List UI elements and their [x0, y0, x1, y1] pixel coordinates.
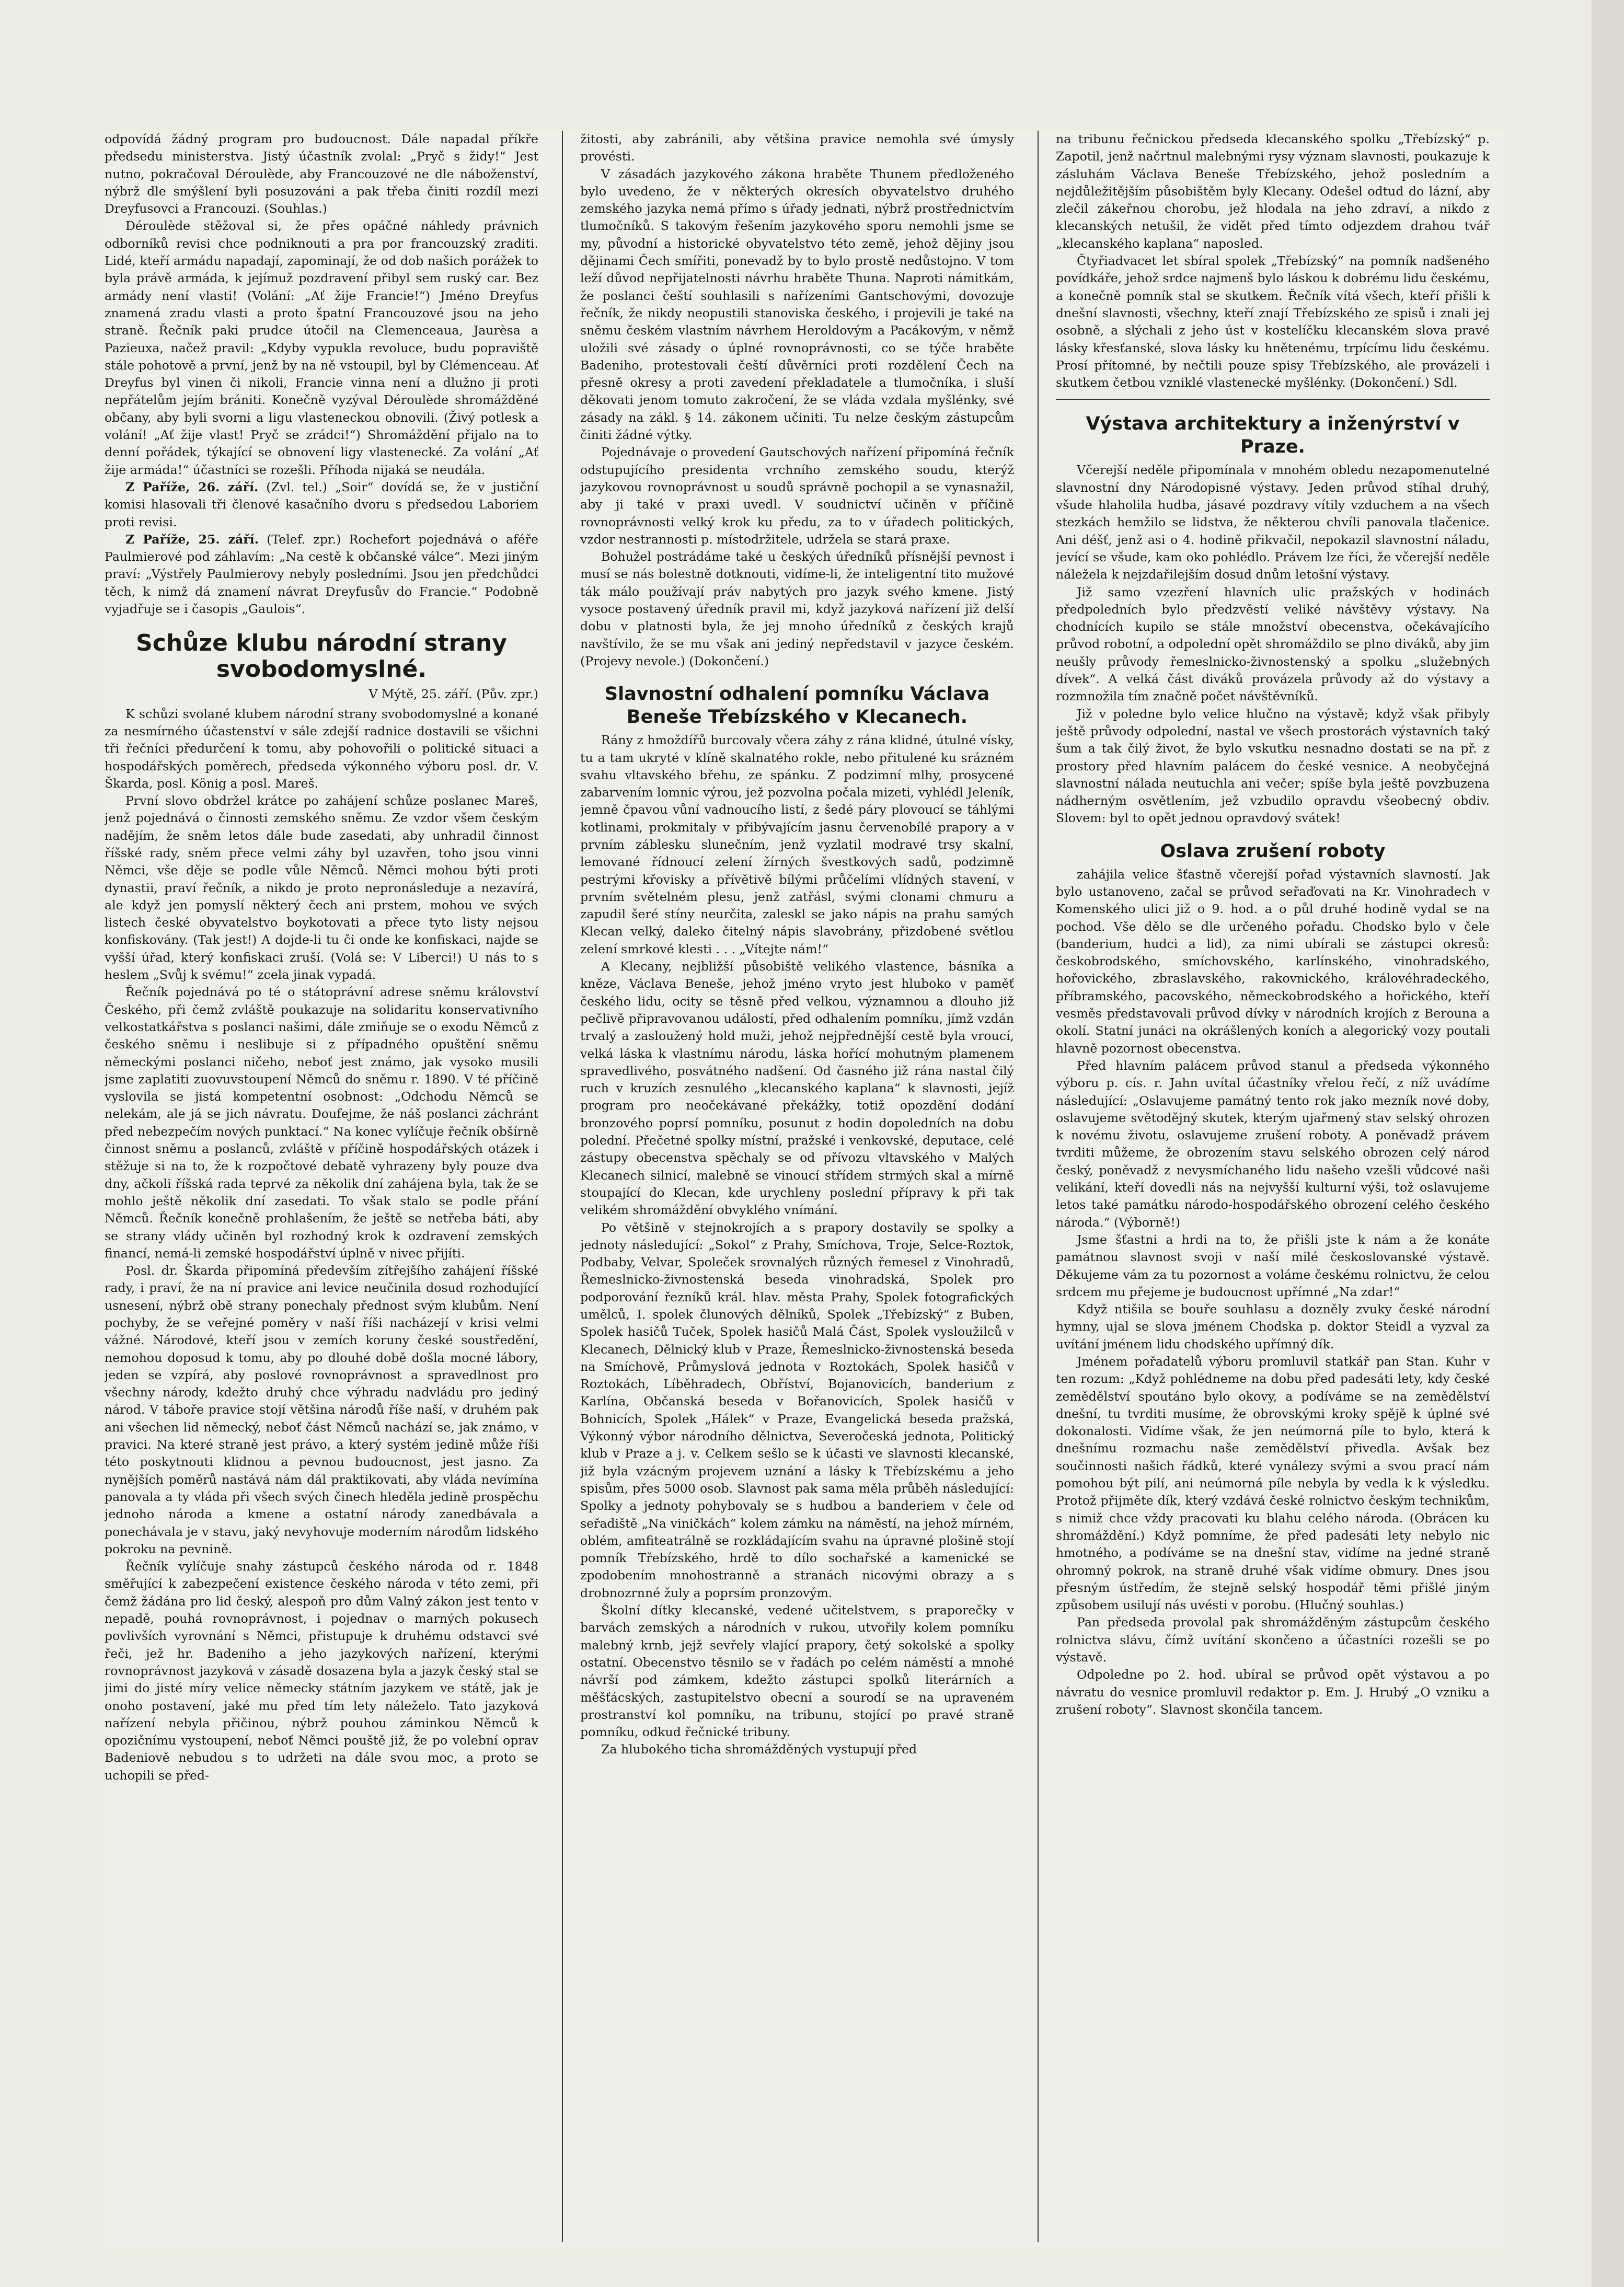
paragraph: Řečník vylíčuje snahy zástupců českého národa od r. 1848 směřující k zabezpečení existence českého národa v této zemi, při čemž žádána pro lid český, alespoň pro dům Valný zákon jest tento v nepadě, pouhá rovnoprávnost, i pojednav o marných pokusech povlivších vyrovnání s Němci, přistupuje k druhému odstavci své řeči, jež hr. Badeniho a jeho jazykových nařízení, kterými rovnoprávnost jazyková v zásadě dosazena byla a jazyk český stal se jimi do jisté míry velice německy státním jazykem ve státě, jak je onoho postavení, jaké mu před tím lety náleželo. Tato jazyková nařízení nebyla přičinou, nýbrž pouhou záminkou Němců k opozičnímu vystoupení, neboť Němci pouště již, že po volební oprav Badeniově nebudou s to udržeti na dále svou moc, a proto se uchopili se před-: [105, 1559, 538, 1783]
article-headline: Výstava architektury a inženýrství v Praze.: [1086, 413, 1460, 458]
paragraph: Řečník pojednává po té o státoprávní adrese sněmu království Českého, při čemž zvláště poukazuje na solidaritu konservativního velkostatkářstva s poslanci našimi, dále zmiňuje se o exodu Němců z českého sněmu i neslibuje si z případného opuštění sněmu německými poslanci ničeho, neboť jest známo, jak vysoko musili jsme zaplatiti zuovuvstoupení Němců do sněmu r. 1890. V té příčině vyslovila se jistá kompetentní osobnost: „Odchodu Němců se nelekám, ale já se jich návratu. Doufejme, že náš poslanci záchránt před nebezpečím nových punktací.“ Na konec vylíčuje řečník obšírně činnost sněmu a poslanců, zvláště v příčině hospodářských otázek i stěžuje si na to, že k rozpočtové debatě vyhrazeny byly pouze dva dny, ačkoli říšská rada teprvé za několik dní zahájena byla, tak že se mohlo ještě několik dní zasedati. To však stalo se podle přání Němců. Řečník konečně prohlašením, že ještě se netřeba báti, aby se strany vlády učiněn byl rozhodný krok k ozdravení zemských financí, nemá-li zemské hospodářství úplně v nivec přijíti.: [105, 985, 538, 1261]
paragraph: Pojednávaje o provedení Gautschových nařízení připomíná řečník odstupujícího presidenta vrchního zemského soudu, kterýž jazykovou rovnoprávnost u soudů správně pochopil a se vynasnažil, aby ji také v praxi uvedl. V soudnictví učiněn v příčině rovnoprávnosti velký krok ku předu, za to v úřadech politických, vzdor nestrannosti p. místodržitele, udržela se stará praxe.: [580, 445, 1014, 547]
paragraph: Jsme šťastni a hrdi na to, že přišli jste k nám a že konáte památnou slavnost svoji v naší milé českoslovanské výstavě. Děkujeme vám za tu pozornost a voláme českému rolnictvu, že celou srdcem mu přejeme je budoucnost upřímné „Na zdar!“: [1056, 1232, 1490, 1299]
paragraph: Bohužel postrádáme také u českých úředníků přísnější pevnost i musí se nás bolestně dotknouti, vidíme-li, že inteligentní tito mužové ták málo používají práv nabytých pro jazyk svého kmene. Jistý vysoce postavený úředník pravil mi, když jazyková nařízení již delší dobu v platnosti byla, že jej mnoho úředníků z českých krajů navštívilo, že se mu však ani jediný nepředstavil v jazyce českém. (Projevy nevole.) (Dokončení.): [580, 549, 1014, 668]
paragraph: Již v poledne bylo velice hlučno na výstavě; když však přibyly ještě průvody odpolední, nastal ve všech prostorách výstavních taký šum a tak čilý život, že bylo vskutku nesnadno dostati se na př. z prostory před hlavním palácem do české vesnice. A neobyčejná slavnostní nálada neutuchla ani večer; spíše byla ještě povzbuzena nádherným osvětlením, jež vzbudilo opravdu všeobecný obdiv. Slovem: byl to opět jednou opravdový svátek!: [1056, 706, 1490, 826]
paragraph: Když ntišila se bouře souhlasu a dozněly zvuky české národní hymny, ujal se slova jménem Chodska p. doktor Steidl a vyzval za uvítání jménem lidu chodského upřímný dík.: [1056, 1302, 1490, 1352]
paragraph: Již samo vzezření hlavních ulic pražských v hodinách předpoledních bylo předzvěstí veliké návštěvy výstavy. Na chodnících kupilo se stále množství obecenstva, očekávajícího průvod robotní, a odpolední opět shromáždilo se plno diváků, aby jim neušly průvody řemeslnicko-živnostenský a spolku „služebných dívek“. A velká část diváků provázela průvody až do výstavy a rozmnožila tím značně počet návštěvníků.: [1056, 584, 1490, 704]
paragraph: Déroulède stěžoval si, že přes opáčné náhledy právnich odborníků revisi chce podniknouti a pra por francouzský zraditi. Lidé, kteří armádu napadají, zapominají, že od dob našich porážek to byla právě armáda, k jejímuž pozdravení přibyl sem ruský car. Bez armády není vlasti! (Volání: „Ať žije Francie!“) Jméno Dreyfus znamená zradu vlasti a proto špatní Francouzové jsou na jeho straně. Řečník paki prudce útočil na Clemenceaua, Jaurèsa a Pazieuxa, načež pravil: „Kdyby vypukla revoluce, budu popraviště stále pohotově a první, jenž by na ně vstoupil, byl by Clémenceau. Ať Dreyfus byl vinen či nikoli, Francie vinna není a dlužno ji proti nepřátelům jejím brániti. Konečně vyzýval Déroulède shromážděné občany, aby byli svorni a ligu vlasteneckou obnovili. (Živý potlesk a volání! „Ať žije vlast! Pryč se zrádci!“) Shromáždění přijalo na to denní pořádek, týkající se obnovení ligy vlastenecké. Za volání „Ať žije armáda!“ účastníci se rozešli. Příhoda nijaká se neudála.: [105, 218, 538, 477]
paragraph: Jménem pořadatelů výboru promluvil statkář pan Stan. Kuhr v ten rozum: „Když pohlédneme na dobu před padesáti lety, kdy české zemědělství spoutáno bylo okovy, a podíváme se na zemědělství dnešní, tu tvrditi musíme, že obrovskými kroky spějě k úplné své dokonalosti. Vidíme však, že jen neúmorná píle to bylo, která k dnešnímu rozmachu naše zemědělství přivedla. Avšak bez součinnosti našich řádků, které vynálezy svými a svou prací nám pomohou být pilí, ani neúmorná píle nebyla by vedla k k výsledku. Protož přijměte dík, který vzdává české rolnictvo českým technikům, s nimiž chce vždy pracovati ku blahu celého národa. (Obrácen ku shromáždění.) Když pomníme, že před padesáti lety nebylo nic hmotného, a podíváme se na dnešní stav, vidíme na jedné straně ohromný pokrok, na straně druhé však vidíme obmury. Dnes jsou přesným ústředím, že stejně selský hospodář těmi přišlé jiným způsobem usilují nás uvésti v porobu. (Hlučný souhlas.): [1056, 1354, 1490, 1613]
dateline: Z Paříže, 26. září.: [125, 479, 259, 494]
column-rule: [1038, 131, 1039, 2242]
column-rule: [562, 131, 563, 2242]
paragraph: Před hlavním palácem průvod stanul a předseda výkonného výboru p. cís. r. Jahn uvítal účastníky vřelou řečí, z níž uvádíme následující: „Oslavujeme památný tento rok jako mezník nové doby, oslavujeme světodějný skutek, kterým ujařmený stav selský ohrozen k novému životu, oslavujeme zrušení roboty. A poněvadž právem tvrditi můžeme, že obrozením stavu selského obrozen celý národ český, poněvadž z nevysmíchaného lidu našeho vzešli vůdcové naši velikání, kteří dovedli nás na nejvyšší kulturní výši, tož oslavujeme letos také památku národo-hospodářského obrození celého českého národa.“ (Výborně!): [1056, 1058, 1490, 1230]
article-headline: Slavnostní odhalení pomníku Václava Beneše Třebízského v Klecanech.: [604, 684, 990, 728]
column-1: [105, 131, 538, 2242]
column-2: [580, 131, 1014, 2242]
dateline: Z Paříže, 25. září.: [125, 532, 259, 547]
paragraph: Školní dítky klecanské, vedené učitelstvem, s praporečky v barvách zemských a národních v rukou, utvořily kolem pomníku malebný krnb, jejž sevřely vlající prapory, četý sokolské a spolky ostatní. Obecenstvo těsnilo se v řadách po celém náměstí a mnohé návrší pod zámkem, kdežto zástupci spolků literárních a měšťácských, zastupitelstvo obecní a sourodí se na upraveném prostranství kol pomníku, na tribunu, stojící po pravé straně pomníku, odkud řečnické tribuny.: [580, 1603, 1014, 1740]
dateline: V Mýtě, 25. září. (Pův. zpr.): [368, 687, 538, 702]
section-subheadline: Oslava zrušení roboty: [1160, 840, 1386, 862]
paragraph: K schůzi svolané klubem národní strany svobodomyslné a konané za nesmírného účastenství v sále zdejší radnice dostavili se všichni tři řečníci předurčení k tomu, aby pohovořili o politické situaci a hospodářských poměrech, předseda výkonného výboru posl. dr. V. Škarda, posl. König a posl. Mareš.: [105, 706, 538, 791]
paragraph: Posl. dr. Škarda připomíná především zítřejšího zahájení říšské rady, i praví, že na ní pravice ani levice neučinila dosud rozhodující usnesení, nýbrž obě strany ponechaly přednost svým klubům. Není pochyby, že se veřejné poměry v naší říši nacházejí v krisi velmi vážné. Národové, kteří jsou v zemích koruny české soustředění, nemohou doposud k tomu, aby po dlouhé době došla mocné lábory, jeden se vzpírá, aby poslové rovnoprávnost a spravedlnost pro všechny národy, kdežto druhý chce výhradu nadvládu pro jediný národ. V táboře pravice stojí většina národů říše naší, v druhém pak ani všechen lid německý, neboť část Němců nachází se, jak známo, v pravici. Na které straně jest právo, a který systém jedině může říši této poskytnouti klidnou a pevnou budoucnost, jest jasno. Za nynějších poměrů nastává nám dál praktikovati, aby vláda nevímína panovala a ty vláda při všech svých činech hleděla jedině prospěchu jednoho národa a kmene a ostatní národy zanedbávala a ponechávala je v stavu, jaký nevyhovuje moderním národům lidského pokroku na pevnině.: [105, 1263, 538, 1556]
paragraph: V zásadách jazykového zákona hraběte Thunem předloženého bylo uvedeno, že v některých okresích obyvatelstvo druhého zemského jazyka nemá přímo s úřady jednati, nýbrž prostřednictvím tlumočníků. S takovým řešením jazykového sporu nemohli jsme se my, původní a historické obyvatelstvo této země, jehož dějiny jsou dějinami Čech smířiti, ponevadž by to bylo prostě nedůstojno. V tom leží důvod nepřijatelnosti návrhu hraběte Thuna. Naproti námitkám, že poslanci čeští souhlasili s nařízeními Gantschovými, dovozuje řečník, že nikdy neopustili stanoviska českého, i projevili je také na sněmu českém vlastním návrhem Heroldovým a Pacákovým, v němž uložili své zásady o úplné rovnoprávnosti, co se týče hraběte Badeniho, protestovali čeští důvěrníci proti rozdělení Čech na přesně okresy a proti zavedení překladatele a tlumočníka, i sluší děkovati jenom tomuto zakročení, že se vláda vzdala myšlénky, své zásady na zákl. § 14. zákonem učiniti. Tu nelze českým zástupcům činiti žádné výtky.: [580, 166, 1014, 443]
paragraph: [105, 479, 538, 531]
section-divider: [1056, 399, 1490, 400]
paragraph: A Klecany, nejbližší působiště velikého vlastence, básníka a kněze, Václava Beneše, jehož jméno vryto jest hluboko v paměť českého lidu, ocity se těsně před velkou, významnou a dlouho již pečlivě připravovanou událostí, před odhalením pomníku, jímž vzdán trvalý a zasloužený hold muži, jehož nejpřednější cestě byla vroucí, velká láska k vlastnímu národu, láska hořící mohutným plamenem spravedlivého, posvátného nadšení. Od časného již rána nastal čilý ruch v kruzích zesnulého „klecanského kaplana“ k slavnosti, jejíž program pro neočekávané překážky, totiž opozdění dodání bronzového poprsí pomníku, posunut z hodin dopoledních na dobu polední. Přečetné spolky místní, pražské i venkovské, deputace, celé zástupy obecenstva spěchaly se od přívozu vltavského v Malých Klecanech silnicí, malebně se vinoucí střídem strmých skal a mírně stoupající do Klecan, kde urychleny poslední přípravy k při tak velikém shromáždění obvyklého vnímání.: [580, 959, 1014, 1218]
paragraph: Odpoledne po 2. hod. ubíral se průvod opět výstavou a po návratu do vesnice promluvil redaktor p. Em. J. Hrubý „O vzniku a zrušení roboty“. Slavnost skončila tancem.: [1056, 1667, 1490, 1717]
page-edge: [1592, 0, 1624, 2287]
paragraph: žitosti, aby zabránili, aby většina pravice nemohla své úmysly provésti.: [580, 132, 1014, 164]
paragraph: Pan předseda provolal pak shromážděným zástupcům českého rolnictva slávu, čímž uvítání skončeno a účastníci rozešli se po výstavě.: [1056, 1615, 1490, 1665]
newspaper-page: [105, 131, 1505, 2247]
paragraph: odpovídá žádný program pro budoucnost. Dále napadal příkře předsedu ministerstva. Jistý účastník zvolal: „Pryč s židy!“ Jest nutno, pokračoval Déroulède, aby Francouzové ne dle náboženství, nýbrž dle smýšlení byli posuzováni a pak třeba činiti rozdíl mezi Dreyfusovci a Francouzi. (Souhlas.): [105, 132, 538, 216]
paragraph: na tribunu řečnickou předseda klecanského spolku „Třebízský“ p. Zapotil, jenž načrtnul malebnými rysy význam slavnosti, poukazuje k zásluhám Václava Beneše Třebízského, jehož posledním a nejdůležitějším působištěm byly Klecany. Odešel odtud do lázní, aby zlečil zákeřnou chorobu, jež hlodala na jeho zdraví, a nikdo z klecanských netušil, že vidět před tímto odjezdem drahou tvář „klecanského kaplana“ naposled.: [1056, 132, 1490, 251]
paragraph: První slovo obdržel krátce po zahájení schůze poslanec Mareš, jenž pojednává o činnosti zemského sněmu. Ze vzdor všem českým nadějím, že sněm letos dále bude zasedati, aby unhradil činnost říšské rady, sněm přece velmi záhy byl uzavřen, toho jsou vinni Němci, vše děje se podle vůle Němců. Němci mohou býti proti dynastii, praví řečník, a nikdo je proto nepronásleduje a nezavírá, ale když jen pomyslí některý čech ani prstem, mohou ve svých listech české obyvatelstvo boykotovati a přece tyto listy nejsou konfiskovány. (Tak jest!) A dojde-li tu či onde ke konfiskaci, najde se vyšší úřad, který konfiskaci zruší. (Volá se: V Liberci!) U nás to s heslem „Svůj k svému!“ zcela jinak vypadá.: [105, 793, 538, 983]
paragraph-text: (Zvl. tel.) „Soir“ dovídá se, že v justiční komisi hlasovali tři členové kasačního dvoru s předsedou Laboriem proti revisi.: [105, 479, 538, 529]
paragraph: Čtyřiadvacet let sbíral spolek „Třebízský“ na pomník nadšeného povídkáře, jehož srdce najmenš bylo láskou k dobrému lidu českému, a konečně pomník stal se skutkem. Řečník vítá všech, kteří přišli k dnešní slavnosti, všechny, kteří znají Třebízského ze spisů i znali jej osobně, a slýchali z jeho úst v kostelíčku klecanském slova pravé lásky křesťanské, slova lásky ku hnětenému, trpícímu lidu českému. Prosí přítomné, by nečtili pouze spisy Třebízského, ale provázeli i skutkem četbou vzniklé vlastenecké myšlénky. (Dokončení.) Sdl.: [1056, 253, 1490, 390]
paragraph: Po většině v stejnokrojích a s prapory dostavily se spolky a jednoty následující: „Sokol“ z Prahy, Smíchova, Troje, Selce-Roztok, Podbaby, Velvar, Společek srovnalých různých řemesel z Vinohradů, Řemeslnicko-živnostenská beseda vinohradská, Spolek pro podporování řezníků král. hlav. města Prahy, Spolek fotografických umělců, I. spolek člunových dělníků, Spolek „Třebízský“ z Buben, Spolek hasičů Tuček, Spolek hasičů Malá Část, Spolek vysloužilců v Klecanech, Dělnický klub v Praze, Řemeslnicko-živnostenská beseda na Smíchově, Průmyslová jednota v Roztokách, Spolek hasičů v Roztokách, Líběhradech, Obříství, Bojanovicích, banderium z Karlína, Občanská beseda v Bořanovicích, Spolek hasičů v Bohnicích, Spolek „Hálek“ v Praze, Evangelická beseda pražská, Výkonný výbor národního dělnictva, Severočeská jednota, Politický klub v Praze a j. v. Celkem sešlo se k účasti ve slavnosti klecanské, již byla vzácným projevem uznání a lásky k Třebízskému a jeho spisům, přes 5000 osob. Slavnost pak sama měla průběh následující: Spolky a jednoty pohybovaly se s hudbou a banderiem v čele od seřadiště „Na viničkách“ kolem zámku na náměstí, na jehož mírném, oblém, amfiteatrálně se rozkládajícím svahu na úpravné plošině stojí pomník Třebízského, hrdě to dílo sochařské a kamenické se zpodobením mnohostranně a stranách nicovými obrazy a s drobnozrnné žuly a poprsím pronzovým.: [580, 1220, 1014, 1600]
paragraph: Rány z hmoždířů burcovaly včera záhy z rána klidné, útulné vísky, tu a tam ukryté v klíně skalnatého rokle, nebo přitulené ku srázném svahu vltavského břehu, ze spánku. Z podzimní mlhy, prosycené zabarvením lomnic výrou, jež pozvolna počala mizeti, vyhlédl Jeleník, jemně čpavou vůní vadnoucího listí, z šedé páry plovoucí se táhlými kotlinami, prokmitaly v přibývajícím jasnu červenobílé prapory a v prvním záblesku slunečním, jenž vyzlatil modravé trsy skalní, lemované řídnoucí zelení žírných švestkových sadů, podzimně pestrými křovisky a přívětivě bílými průčelími vlídných stavení, v prvním světelném plesu, jenž zatřásl, svými clonami chmuru a zapudil šeré stíny neurčita, zaleskl se jako nápis na prahu samých Klecan velký, daleko čitelný nápis slavobrány, přizdobené světlou zelení smrkové klesti . . . „Vítejte nám!“: [580, 733, 1014, 956]
paragraph-text: (Telef. zpr.) Rochefort pojednává o aféře Paulmierové pod záhlavím: „Na cestě k občanské válce“. Mezi jiným praví: „Výstřely Paulmierovy nebyly posledními. Jsou jen předchůdci těch, k nimž dá znamení návrat Dreyfusův do Francie.“ Podobně vyjadřuje se i časopis „Gaulois“.: [105, 532, 538, 617]
paragraph: Za hlubokého ticha shromážděných vystupují před: [601, 1742, 917, 1757]
paragraph: zahájila velice šťastně včerejší pořad výstavních slavností. Jak bylo ustanoveno, začal se průvod seřaďovati na Kr. Vinohradech v Komenského ulici již o 9. hod. a o půl druhé hodině vydal se na pochod. Vše dělo se dle určeného pořadu. Chodsko bylo v čele (banderium, hudci a lid), za nimi ubírali se zástupci okresů: českobrodského, smíchovského, karlínského, vinohradského, hořovického, zbraslavského, rakovnického, královéhradeckého, příbramského, pacovského, německobrodského a hořického, kteří vesměs představovali průvod dívky v národních krojích z Berouna a okolí. Statní junáci na okrášlených koních a alegorický vozy poutali hlavně pozornost obecenstva.: [1056, 867, 1490, 1056]
paragraph: [105, 531, 538, 618]
article-headline: Schůze klubu národní strany svobodomyslné.: [136, 630, 507, 683]
paragraph: Včerejší neděle připomínala v mnohém obledu nezapomenutelné slavnostní dny Národopisné výstavy. Jeden průvod stíhal druhý, všude hlaholila hudba, jásavé pozdravy vítily vzduchem a na všech stezkách hemžilo se lidstva, že některou chvíli panovala tlačenice. Ani déšť, jenž asi o 4. hodině přikvačil, nepokazil slavnostní náladu, jevící se všude, kam oko pohlédlo. Právem lze říci, že včerejší neděle náležela k nejzdařilejším dosud dnům letošní výstavy.: [1056, 463, 1490, 582]
column-3: [1056, 131, 1490, 2242]
